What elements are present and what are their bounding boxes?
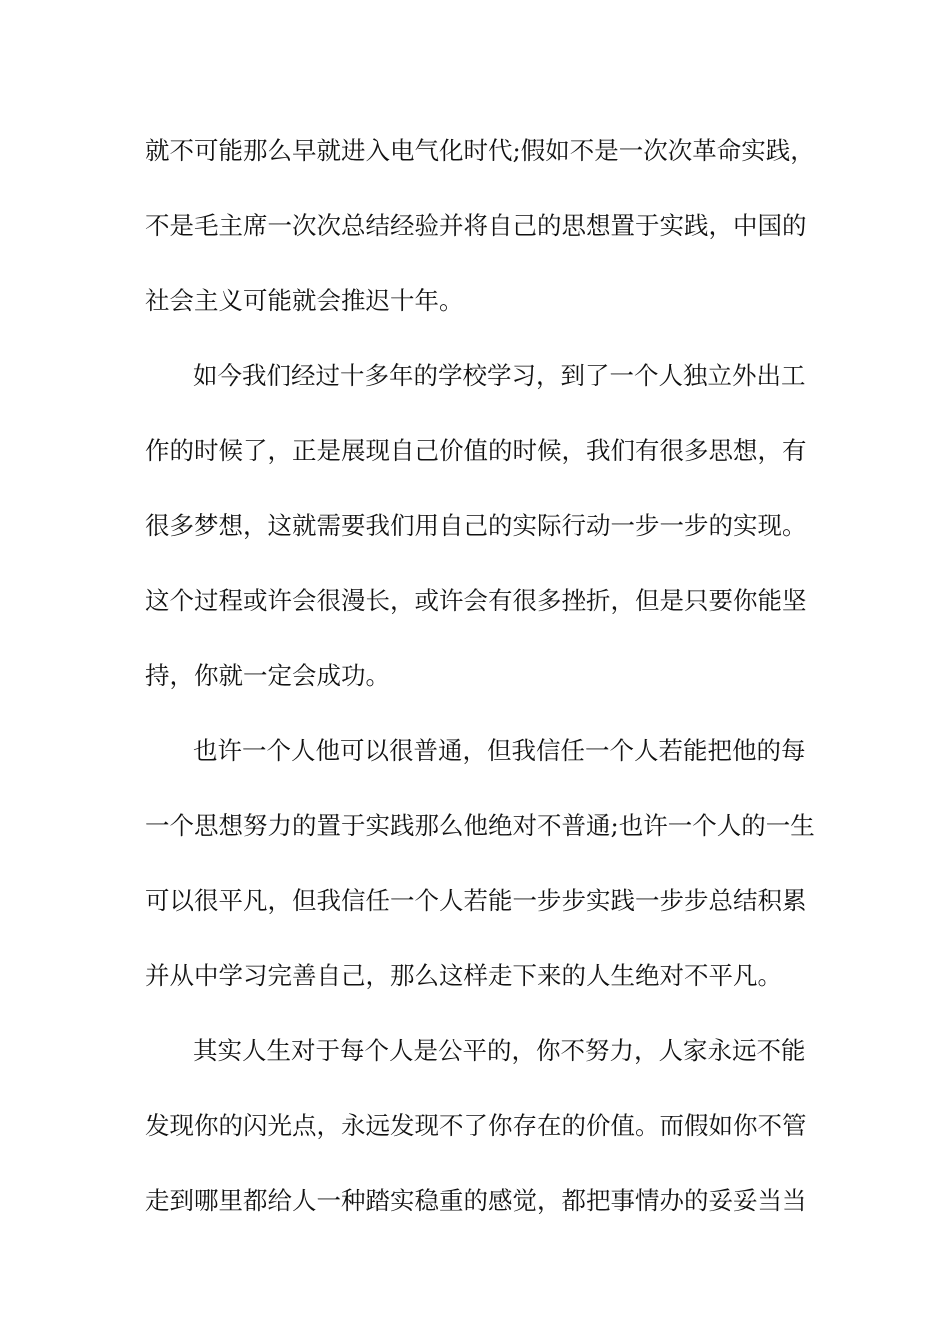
text-line: 并从中学习完善自己，那么这样走下来的人生绝对不平凡。	[145, 961, 782, 990]
text-line: 这个过程或许会很漫长，或许会有很多挫折，但是只要你能坚	[145, 586, 807, 615]
text-line: 不是毛主席一次次总结经验并将自己的思想置于实践，中国的	[145, 211, 807, 240]
text-line: 一个思想努力的置于实践那么他绝对不普通;也许一个人的一生	[145, 811, 815, 840]
paragraph-first-line: 如今我们经过十多年的学校学习，到了一个人独立外出工	[193, 361, 806, 390]
text-line: 持，你就一定会成功。	[145, 661, 390, 690]
paragraph-first-line: 其实人生对于每个人是公平的，你不努力，人家永远不能	[193, 1036, 806, 1065]
text-line: 就不可能那么早就进入电气化时代;假如不是一次次革命实践，	[145, 136, 815, 165]
text-line: 很多梦想，这就需要我们用自己的实际行动一步一步的实现。	[145, 511, 807, 540]
paragraph-first-line: 也许一个人他可以很普通，但我信任一个人若能把他的每	[193, 736, 806, 765]
text-line: 可以很平凡，但我信任一个人若能一步步实践一步步总结积累	[145, 886, 807, 915]
text-line: 作的时候了，正是展现自己价值的时候，我们有很多思想，有	[145, 436, 807, 465]
text-line: 走到哪里都给人一种踏实稳重的感觉，都把事情办的妥妥当当	[145, 1186, 807, 1215]
text-line: 发现你的闪光点，永远发现不了你存在的价值。而假如你不管	[145, 1111, 807, 1140]
text-line: 社会主义可能就会推迟十年。	[145, 286, 464, 315]
